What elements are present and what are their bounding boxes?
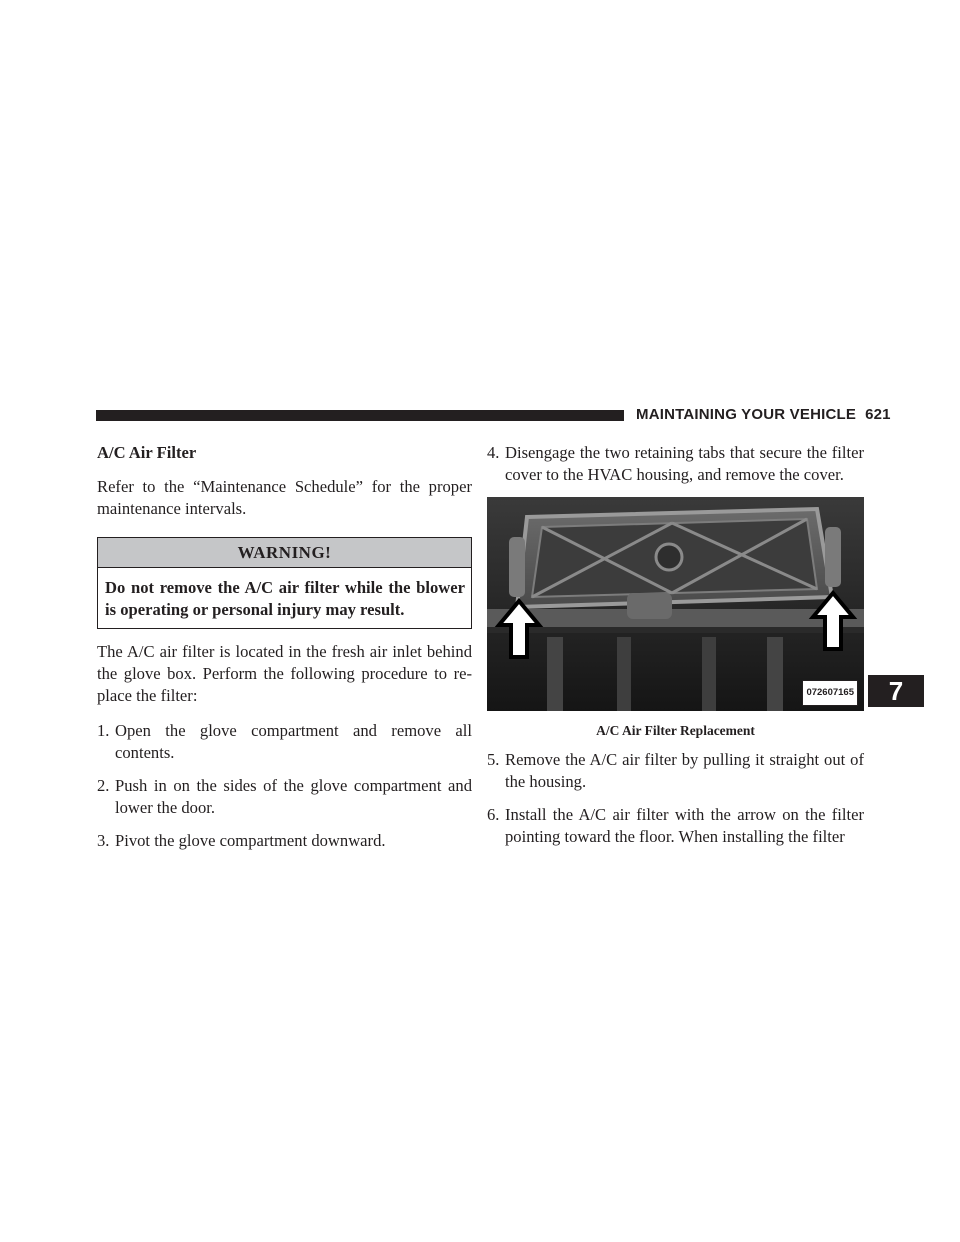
warning-heading: WARNING! — [98, 538, 471, 568]
filter-illustration — [487, 497, 864, 711]
step-text: Disengage the two retaining tabs that secure the filter cover to the HVAC housing, and remove the cover. — [505, 443, 864, 484]
figure-code: 072607165 — [802, 680, 858, 706]
warning-box — [97, 537, 472, 629]
header-section-title: MAINTAINING YOUR VEHICLE — [636, 406, 857, 423]
step-item — [487, 804, 864, 848]
chapter-tab: 7 — [868, 675, 924, 707]
step-text: Push in on the sides of the glove compartment and lower the door. — [115, 776, 472, 817]
right-column — [487, 442, 864, 859]
step-number: 4. — [487, 443, 500, 462]
warning-text: Do not remove the A/C air filter while the blower is operating or personal injury may result. — [105, 578, 465, 619]
header-rule — [96, 410, 624, 421]
filter-photo — [487, 497, 864, 711]
step-item — [487, 442, 864, 486]
step-text: Pivot the glove compartment downward. — [115, 831, 386, 850]
intro-paragraph: Refer to the “Maintenance Schedule” for the proper maintenance intervals. — [97, 477, 472, 518]
step-text: Open the glove compartment and remove all contents. — [115, 721, 472, 762]
running-header — [636, 406, 891, 423]
step-number: 5. — [487, 750, 500, 769]
step-number: 2. — [97, 776, 110, 795]
body-paragraph: The A/C air filter is located in the fresh air inlet behind the glove box. Perform the following procedure to re-place the filter: — [97, 642, 472, 705]
section-title: A/C Air Filter — [97, 443, 197, 462]
figure-caption: A/C Air Filter Replacement — [596, 723, 755, 738]
step-number: 3. — [97, 831, 110, 850]
step-item — [97, 775, 472, 819]
left-column — [97, 442, 472, 863]
page-number: 621 — [865, 406, 891, 423]
step-text: Install the A/C air filter with the arrow on the filter pointing toward the floor. When installing the filter — [505, 805, 864, 846]
step-item — [97, 830, 472, 852]
step-text: Remove the A/C air filter by pulling it straight out of the housing. — [505, 750, 864, 791]
step-number: 6. — [487, 805, 500, 824]
step-number: 1. — [97, 721, 110, 740]
step-item — [97, 720, 472, 764]
step-item — [487, 749, 864, 793]
